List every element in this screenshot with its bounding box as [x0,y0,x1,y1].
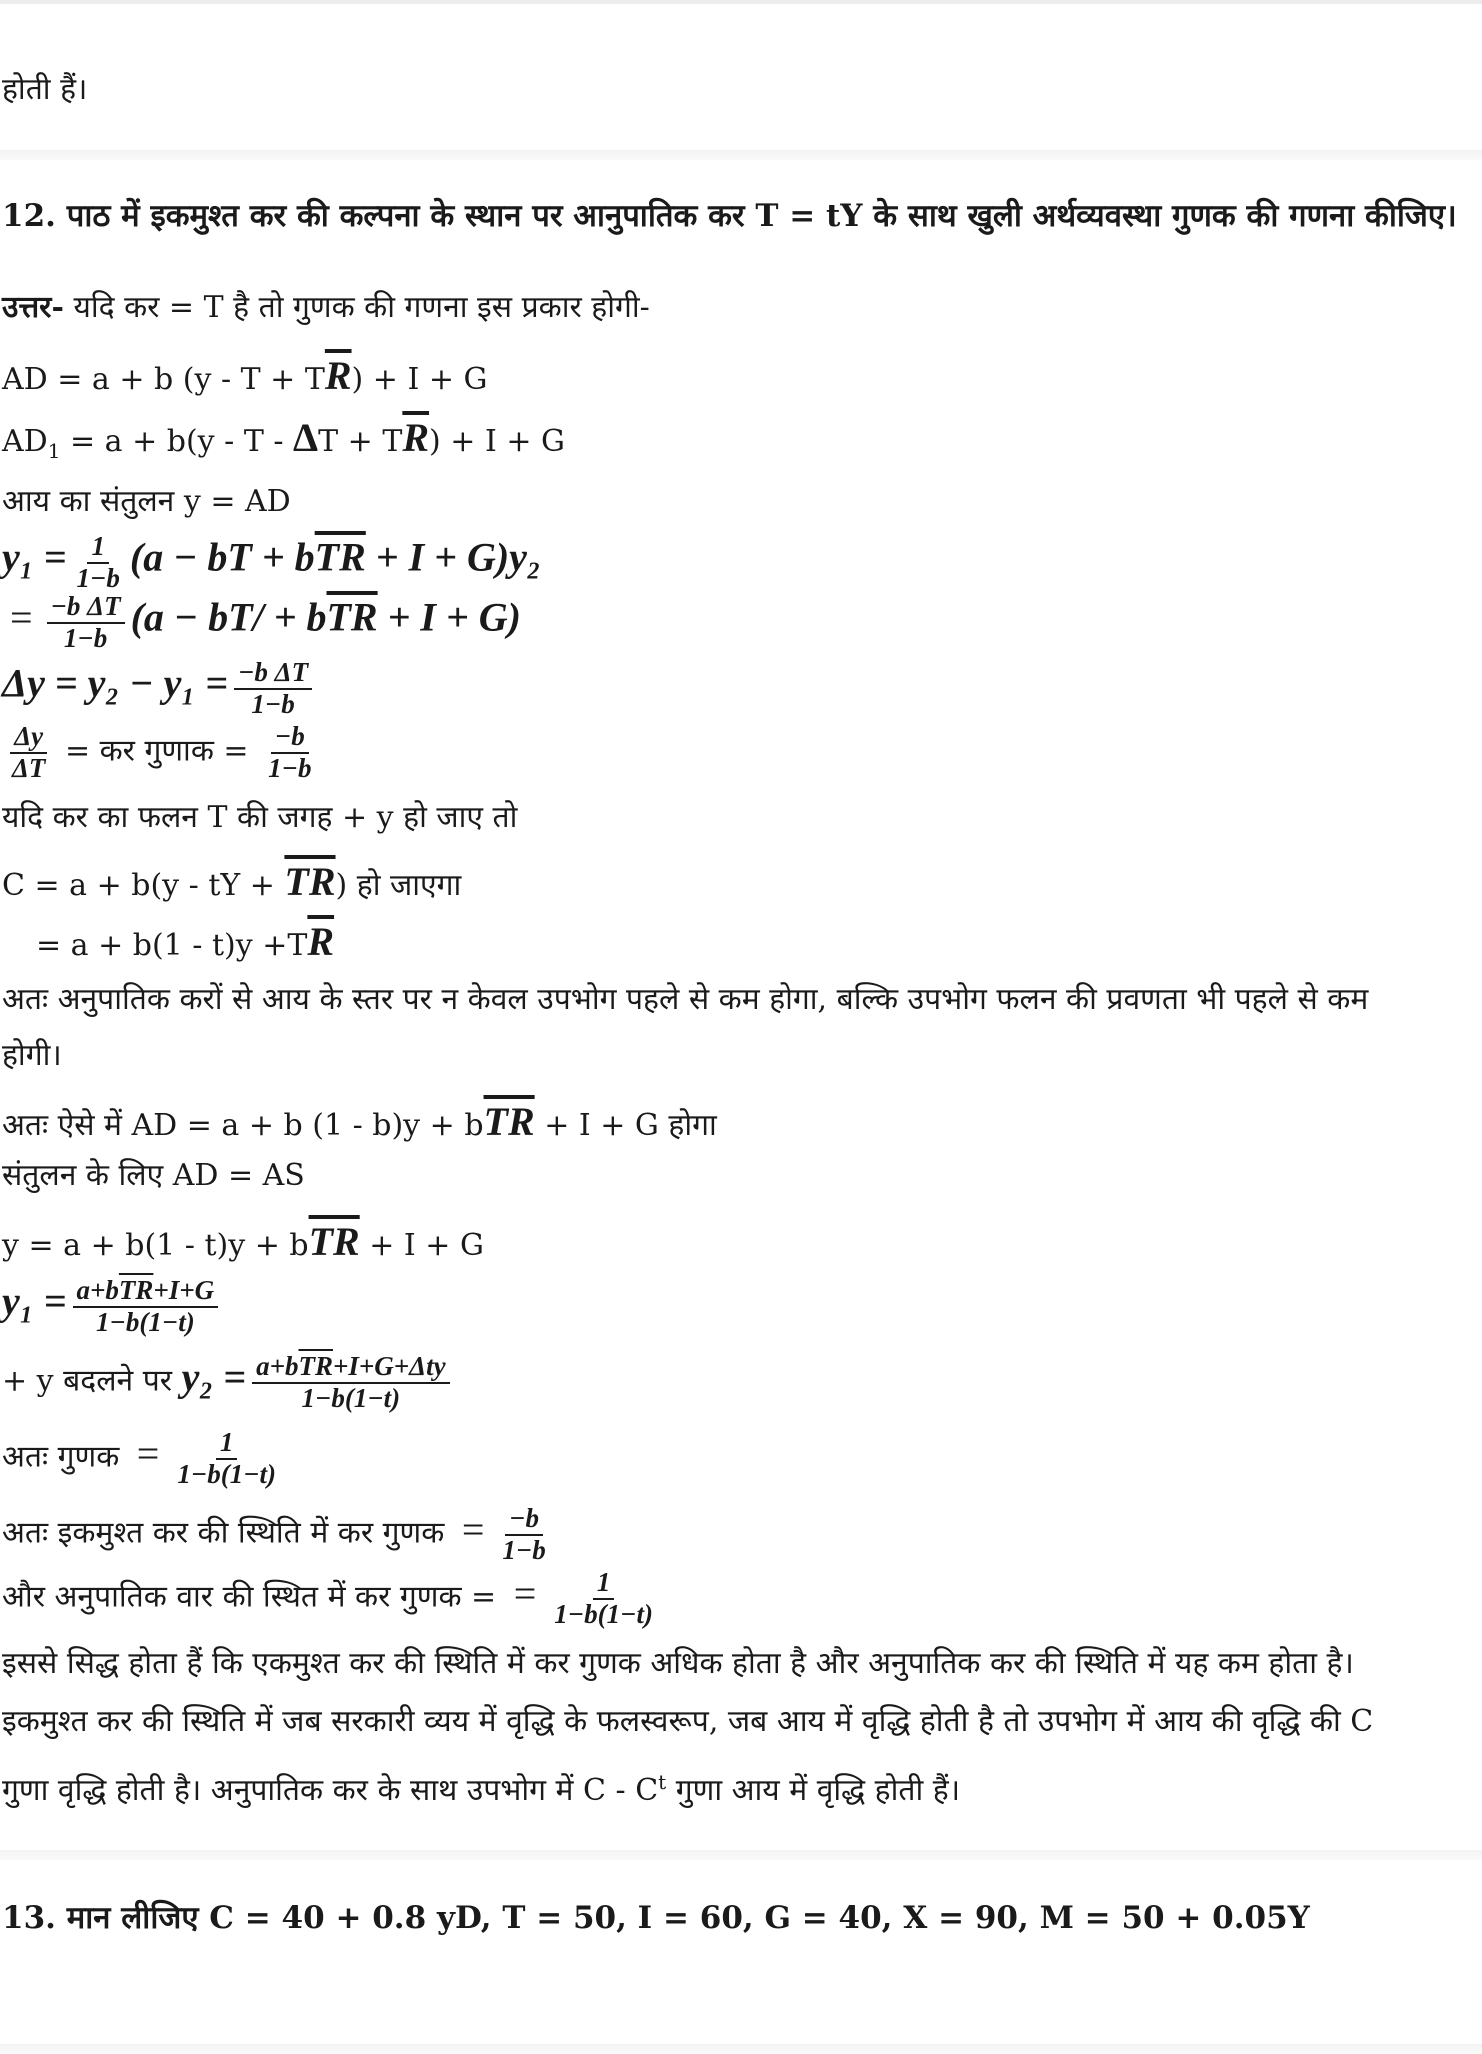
change-fraction [252,1352,449,1413]
eq-dy [2,658,318,719]
dy-lhs: Δy = y₂ − y₁ = [2,660,229,706]
eq-ad-post: ) + I + G [351,362,488,397]
mult-final-pre: अतः गुणक [2,1439,129,1475]
prop-den: 1−b(1−t) [554,1598,654,1629]
eq-ad1-mid: = a + b(y - T - [60,424,294,459]
tr-bar: $\overline{TR}$ [118,1275,154,1305]
change-num [252,1352,449,1384]
change-lhs: y₂ = [181,1354,247,1400]
y1-lhs: y₁ = [2,534,67,580]
r-bar: $\overline{R}$ [307,919,335,964]
y1b-num-post: +I+G [153,1275,215,1305]
concl-3-pre: गुणा वृद्धि होती है। अनुपातिक कर के साथ उपभोग में C - C [2,1773,659,1808]
mult-fraction [8,722,49,783]
y1b-den: 1−b(1−t) [95,1306,195,1337]
mult-rhs-den: 1−b [268,752,312,783]
c-line-post: ) हो जाएगा [335,868,462,903]
y-line-pre: y = a + b(1 - t)y + b [2,1228,309,1263]
delta-symbol: Δ [293,415,319,460]
y1-rhs-post: + I + G)y₂ [365,534,541,580]
r-bar: $\overline{R}$ [324,353,352,398]
mult-frac-den: ΔT [12,752,46,783]
c-line2-pre: = a + b(1 - t)y +T [36,928,308,963]
eq-mult-final [2,1428,286,1489]
para-hence-2: होगी। [2,1038,62,1073]
lump-num: −b [505,1504,543,1536]
c-line [2,858,461,906]
dy-frac-den: 1−b [251,688,295,719]
y2-fraction [47,592,125,653]
lump-pre: अतः इकमुश्त कर की स्थिति में कर गुणक [2,1515,454,1551]
eq-ad1-pre: AD [2,424,48,459]
tr-bar: $\overline{TR}$ [314,534,366,580]
y1-frac-num: 1 [87,532,109,564]
mult-text: = कर गुणाक = [55,733,259,769]
y2-frac-den: 1−b [63,622,108,653]
mult-rhs-num: −b [271,722,309,754]
concl-3-sup: t [658,1770,667,1794]
y2-lhs: = [10,594,33,640]
prop-pre: और अनुपातिक वार की स्थित में कर गुणक = [2,1579,506,1615]
ad-line [2,1098,717,1146]
concl-3-post: गुणा आय में वृद्धि होती हैं। [666,1773,961,1808]
eq-prop [2,1568,663,1629]
eq-ad1-end: ) + I + G [429,424,565,459]
c-line-pre: C = a + b(y - tY + [2,868,285,903]
eq-ad-pre: AD = a + b (y - T + T [2,362,325,397]
y2-frac-num: −b ΔT [47,592,125,624]
y1b-num-pre: a+b [76,1275,119,1305]
r-bar: $\overline{R}$ [402,415,430,460]
lump-den: 1−b [502,1534,546,1565]
mult-final-den: 1−b(1−t) [177,1458,277,1489]
prop-num: 1 [593,1568,615,1600]
eq-lump [2,1504,556,1565]
c-line-2 [36,918,334,966]
y1-frac-den: 1−b [76,562,120,593]
change-num-pre: a+b [256,1351,299,1381]
answer-intro [2,290,650,326]
para-hence: अतः अनुपातिक करों से आय के स्तर पर न केवल उपभोग पहले से कम होगा, बल्कि उपभोग फलन की प्रवणता भी पहले से कम [2,982,1369,1017]
top-divider [0,0,1482,4]
ad-line-post: + I + G होगा [534,1108,717,1143]
eq-ad1-post: T + T [318,424,403,459]
mult-final-fraction [173,1428,280,1489]
tr-bar: $\overline{TR}$ [298,1351,333,1381]
change-num-post: +I+G+Δty [333,1351,446,1381]
balance-line: आय का संतुलन y = AD [2,484,291,519]
change-den: 1−b(1−t) [301,1382,401,1413]
ad-line-pre: अतः ऐसे में AD = a + b (1 - b)y + b [2,1108,484,1143]
eq-y2 [2,592,521,653]
y2-rhs-pre: (a − bT/ + b [130,594,327,640]
eq-ad1-sub: 1 [47,439,61,463]
y2-rhs-post: + I + G) [377,594,521,640]
tr-bar: $\overline{TR}$ [483,1099,535,1144]
mult-final-num: 1 [216,1428,238,1460]
dy-fraction [234,658,312,719]
answer-label: उत्तर- [2,290,64,325]
tr-bar: $\overline{TR}$ [284,859,336,904]
tr-bar: $\overline{TR}$ [308,1219,360,1264]
bottom-divider [0,2044,1482,2054]
y-line [2,1218,484,1266]
question-13: 13. मान लीजिए C = 40 + 0.8 yD, T = 50, I = 60, G = 40, X = 90, M = 50 + 0.05Y [2,1900,1310,1936]
eq-sign: = [513,1570,537,1616]
intro-tail: होती हैं। [2,72,88,107]
section-divider [0,150,1482,160]
prop-fraction [550,1568,657,1629]
change-pre: + y बदलने पर [2,1363,182,1399]
answer-intro-text: यदि कर = T है तो गुणक की गणना इस प्रकार होगी- [63,290,650,325]
y-line-post: + I + G [359,1228,484,1263]
y1b-lhs: y₁ = [2,1278,67,1324]
conclusion-3 [2,1770,960,1809]
question-12: 12. पाठ में इकमुश्त कर की कल्पना के स्थान पर आनुपातिक कर T = tY के साथ खुली अर्थव्यवस्था गुणक की गणना कीजिए। [2,198,1457,234]
y1b-fraction [73,1276,219,1337]
eq-y1b [2,1276,224,1337]
eq-sign: = [461,1506,485,1552]
eq-multiplier [2,722,321,783]
y1-fraction [73,532,124,593]
mult-rhs-fraction [264,722,315,783]
tr-bar: $\overline{TR}$ [326,594,378,640]
dy-frac-num: −b ΔT [234,658,312,690]
mult-frac-num: Δy [10,722,47,754]
conclusion-1: इससे सिद्ध होता हैं कि एकमुश्त कर की स्थिति में कर गुणक अधिक होता है और अनुपातिक कर की स्थिति में यह कम होता है। [2,1646,1354,1681]
eq-sign: = [136,1430,160,1476]
eq-y1 [2,532,541,593]
y1-rhs-pre: (a − bT + b [129,534,315,580]
y1b-num [73,1276,219,1308]
eq-ad [2,352,487,400]
eq-change [2,1352,456,1413]
if-tax-line: यदि कर का फलन T की जगह + y हो जाए तो [2,800,518,835]
equil-line: संतुलन के लिए AD = AS [2,1158,305,1193]
lump-fraction [498,1504,549,1565]
section-divider [0,1850,1482,1860]
conclusion-2: इकमुश्त कर की स्थिति में जब सरकारी व्यय में वृद्धि के फलस्वरूप, जब आय में वृद्धि होती है तो उपभोग में आय की वृद्धि की C [2,1704,1374,1739]
eq-ad1 [2,414,565,463]
